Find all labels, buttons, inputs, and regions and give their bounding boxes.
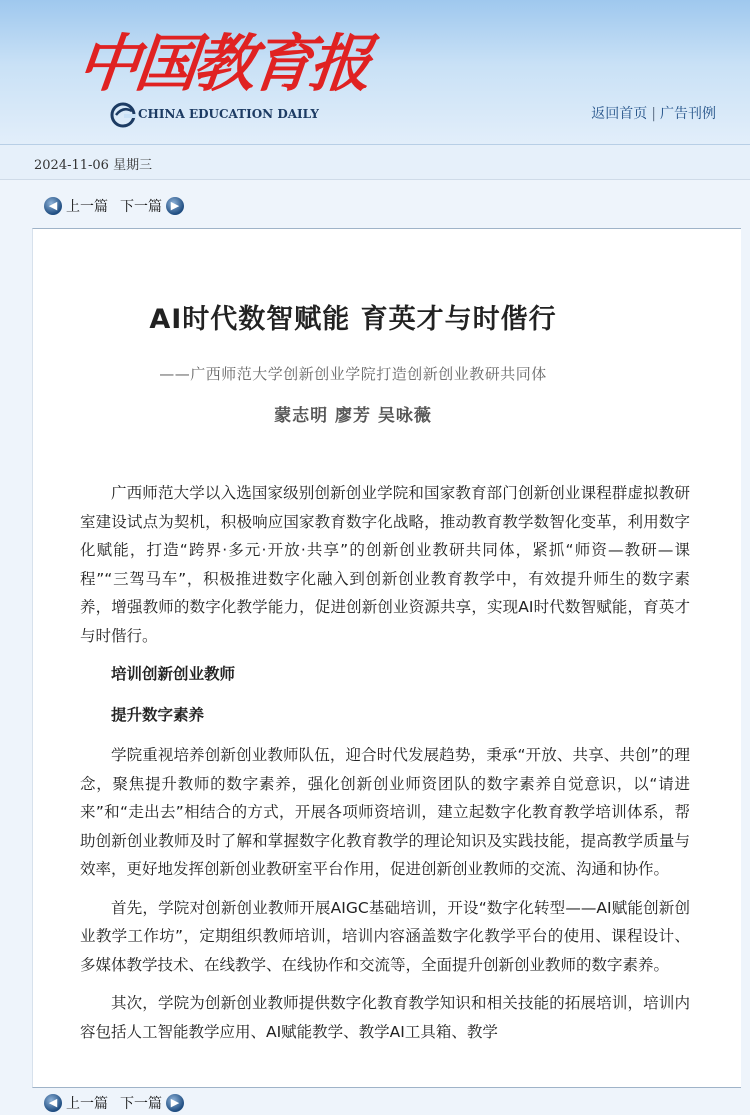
nav-home-link[interactable]: 返回首页 [591, 106, 648, 122]
prev-article-link[interactable]: 上一篇 [66, 199, 108, 215]
article-paragraph: 首先，学院对创新创业教师开展AIGC基础培训，开设“数字化转型——AI赋能创新创业教学工作坊”，定期组织教师培训，培训内容涵盖数字化教学平台的使用、课程设计、多媒体教学技术、在线教学、在线协作和交流等，全面提升创新创业教师的数字素养。 [80, 898, 690, 974]
article-paragraph: 学院重视培养创新创业教师队伍，迎合时代发展趋势，秉承“开放、共享、共创”的理念，聚焦提升教师的数字素养，强化创新创业师资团队的数字素养自觉意识，以“请进来”和“走出去”相结合的方式，开展各项师资培训，建立起数字化教育教学培训体系，帮助创新创业教师及时了解和掌握数字化教育教学的理论知识及实践技能，提高教学质量与效率，更好地发挥创新创业教研室平台作用，促进创新创业教师的交流、沟通和协作。 [80, 746, 690, 878]
masthead [0, 0, 750, 145]
article-panel [32, 228, 741, 1088]
prev-article-link[interactable]: 上一篇 [66, 1096, 108, 1112]
article-pager-bottom [44, 1092, 184, 1114]
article-paragraph: 广西师范大学以入选国家级别创新创业学院和国家教育部门创新创业课程群虚拟教研室建设试点为契机，积极响应国家教育数字化战略，推动教育教学数智化变革，利用数字化赋能，打造“跨界·多元·开放·共享”的创新创业教研共同体，紧抓“师资—教研—课程”“三驾马车”，积极推进数字化融入到创新创业教育教学中，有效提升师生的数字素养，增强教师的数字化教学能力，促进创新创业资源共享，实现AI时代数智赋能，育英才与时偕行。 [80, 484, 690, 645]
section-heading: 提升数字素养 [111, 705, 205, 724]
prev-arrow-icon[interactable]: ◀ [44, 197, 62, 215]
section-heading: 培训创新创业教师 [111, 665, 236, 683]
newspaper-emblem-icon [110, 102, 136, 128]
issue-date: 2024-11-06 星期三 [34, 158, 153, 173]
logo-english-text: CHINA EDUCATION DAILY [138, 107, 319, 121]
next-article-link[interactable]: 下一篇 [120, 1096, 162, 1112]
next-arrow-icon[interactable]: ▶ [166, 197, 184, 215]
top-nav [591, 103, 716, 123]
prev-arrow-icon[interactable]: ◀ [44, 1094, 62, 1112]
next-article-link[interactable]: 下一篇 [120, 199, 162, 215]
article-body [80, 479, 690, 1056]
next-arrow-icon[interactable]: ▶ [166, 1094, 184, 1112]
logo-chinese[interactable]: 中国教育报 [73, 27, 372, 100]
article-pager-top [44, 195, 184, 217]
article-paragraph: 其次，学院为创新创业教师提供数字化教育教学知识和相关技能的拓展培训，培训内容包括人工智能教学应用、AI赋能教学、教学AI工具箱、教学 [80, 994, 690, 1041]
article-title: AI时代数智赋能 育英才与时偕行 [149, 304, 557, 335]
nav-separator: | [651, 106, 656, 122]
article-authors: 蒙志明 廖芳 吴咏薇 [274, 406, 432, 426]
date-bar [0, 145, 750, 180]
article-subtitle: ——广西师范大学创新创业学院打造创新创业教研共同体 [159, 365, 547, 383]
nav-ad-rates-link[interactable]: 广告刊例 [660, 106, 716, 122]
